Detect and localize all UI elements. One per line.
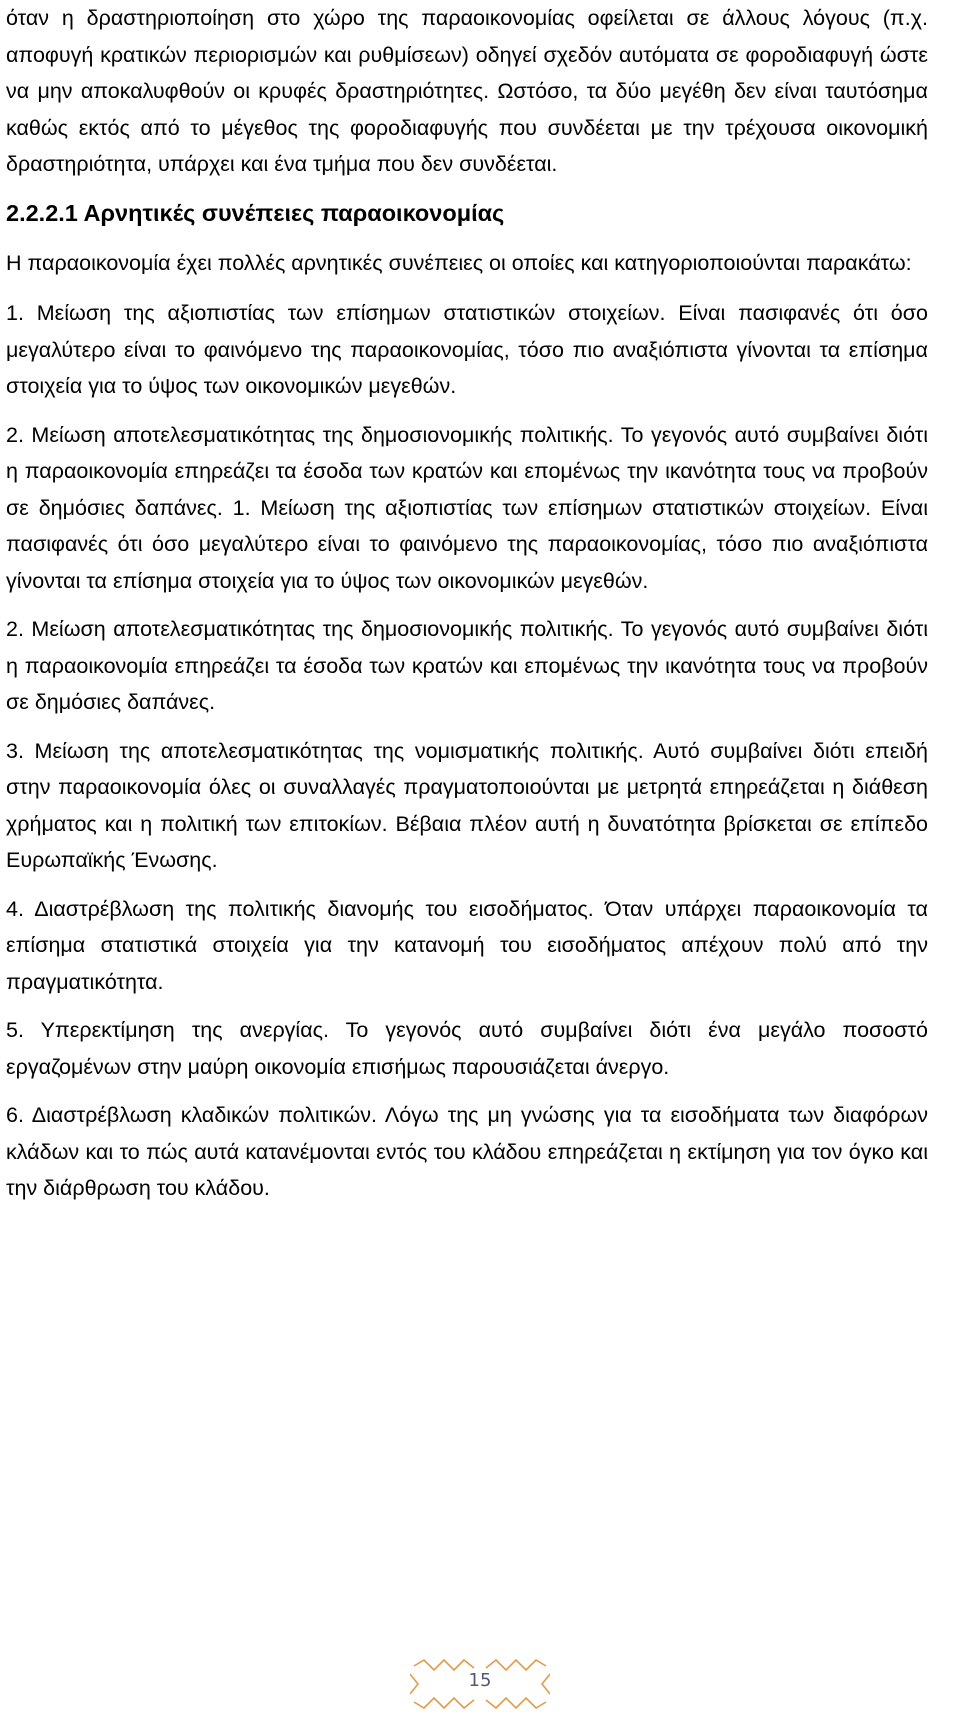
list-item-3: 3. Μείωση της αποτελεσματικότητας της νομισματικής πολιτικής. Αυτό συμβαίνει διότι επειδή στην παραοικονομία όλες οι συναλλαγές πραγματοποιούνται με μετρητά επηρεάζεται η διάθεση χρήματος και η πολιτική των επιτοκίων. Βέβαια πλέον αυτή η δυνατότητα βρίσκεται σε επίπεδο Ευρωπαϊκής Ένωσης. (6, 738, 928, 872)
page-number: 15 (468, 1670, 492, 1691)
intro-paragraph: όταν η δραστηριοποίηση στο χώρο της παραοικονομίας οφείλεται σε άλλους λόγους (π.χ. αποφυγή κρατικών περιορισμών και ρυθμίσεων) οδηγεί σχεδόν αυτόματα σε φοροδιαφυγή ώστε να μην αποκαλυφθούν οι κρυφές δραστηριότητες. Ωστόσο, τα δύο μεγέθη δεν είναι ταυτόσημα καθώς εκτός από το μέγεθος της φοροδιαφυγής που συνδέεται με την τρέχουσα οικονομική δραστηριότητα, υπάρχει και ένα τμήμα που δεν συνδέεται. (6, 6, 928, 176)
list-item-2: 2. Μείωση αποτελεσματικότητας της δημοσιονομικής πολιτικής. Το γεγονός αυτό συμβαίνει διότι η παραοικονομία επηρεάζει τα έσοδα των κρατών και επομένως την ικανότητα τους να προβούν σε δημόσιες δαπάνες. 1. Μείωση της αξιοπιστίας των επίσημων στατιστικών στοιχείων. Είναι πασιφανές ότι όσο μεγαλύτερο είναι το φαινόμενο της παραοικονομίας, τόσο πιο αναξιόπιστα γίνονται τα επίσημα στοιχεία για το ύψος των οικονομικών μεγεθών. (6, 422, 928, 593)
list-item-1: 1. Μείωση της αξιοπιστίας των επίσημων στατιστικών στοιχείων. Είναι πασιφανές ότι όσο μεγαλύτερο είναι το φαινόμενο της παραοικονομίας, τόσο πιο αναξιόπιστα γίνονται τα επίσημα στοιχεία για το ύψος των οικονομικών μεγεθών. (6, 301, 928, 398)
section-intro-paragraph: Η παραοικονομία έχει πολλές αρνητικές συνέπειες οι οποίες και κατηγοριοποιούνται παρακάτω: (6, 250, 912, 275)
list-item-6: 6. Διαστρέβλωση κλαδικών πολιτικών. Λόγω της μη γνώσης για τα εισοδήματα των διαφόρων κλάδων και το πώς αυτά κατανέμονται εντός του κλάδου επηρεάζεται η εκτίμηση για τον όγκο και την διάρθρωση του κλάδου. (6, 1103, 928, 1200)
page-footer (410, 1656, 550, 1712)
document-page (6, 0, 928, 1207)
list-item-5: 5. Υπερεκτίμηση της ανεργίας. Το γεγονός αυτό συμβαίνει διότι ένα μεγάλο ποσοστό εργαζομένων στην μαύρη οικονομία επισήμως παρουσιάζεται άνεργο. (6, 1018, 928, 1079)
list-item-4: 4. Διαστρέβλωση της πολιτικής διανομής του εισοδήματος. Όταν υπάρχει παραοικονομία τα επίσημα στατιστικά στοιχεία για την κατανομή του εισοδήματος απέχουν πολύ από την πραγματικότητα. (6, 896, 928, 994)
list-item-2-repeat: 2. Μείωση αποτελεσματικότητας της δημοσιονομικής πολιτικής. Το γεγονός αυτό συμβαίνει διότι η παραοικονομία επηρεάζει τα έσοδα των κρατών και επομένως την ικανότητα τους να προβούν σε δημόσιες δαπάνες. (6, 617, 928, 714)
section-heading: 2.2.2.1 Αρνητικές συνέπειες παραοικονομίας (6, 199, 505, 226)
